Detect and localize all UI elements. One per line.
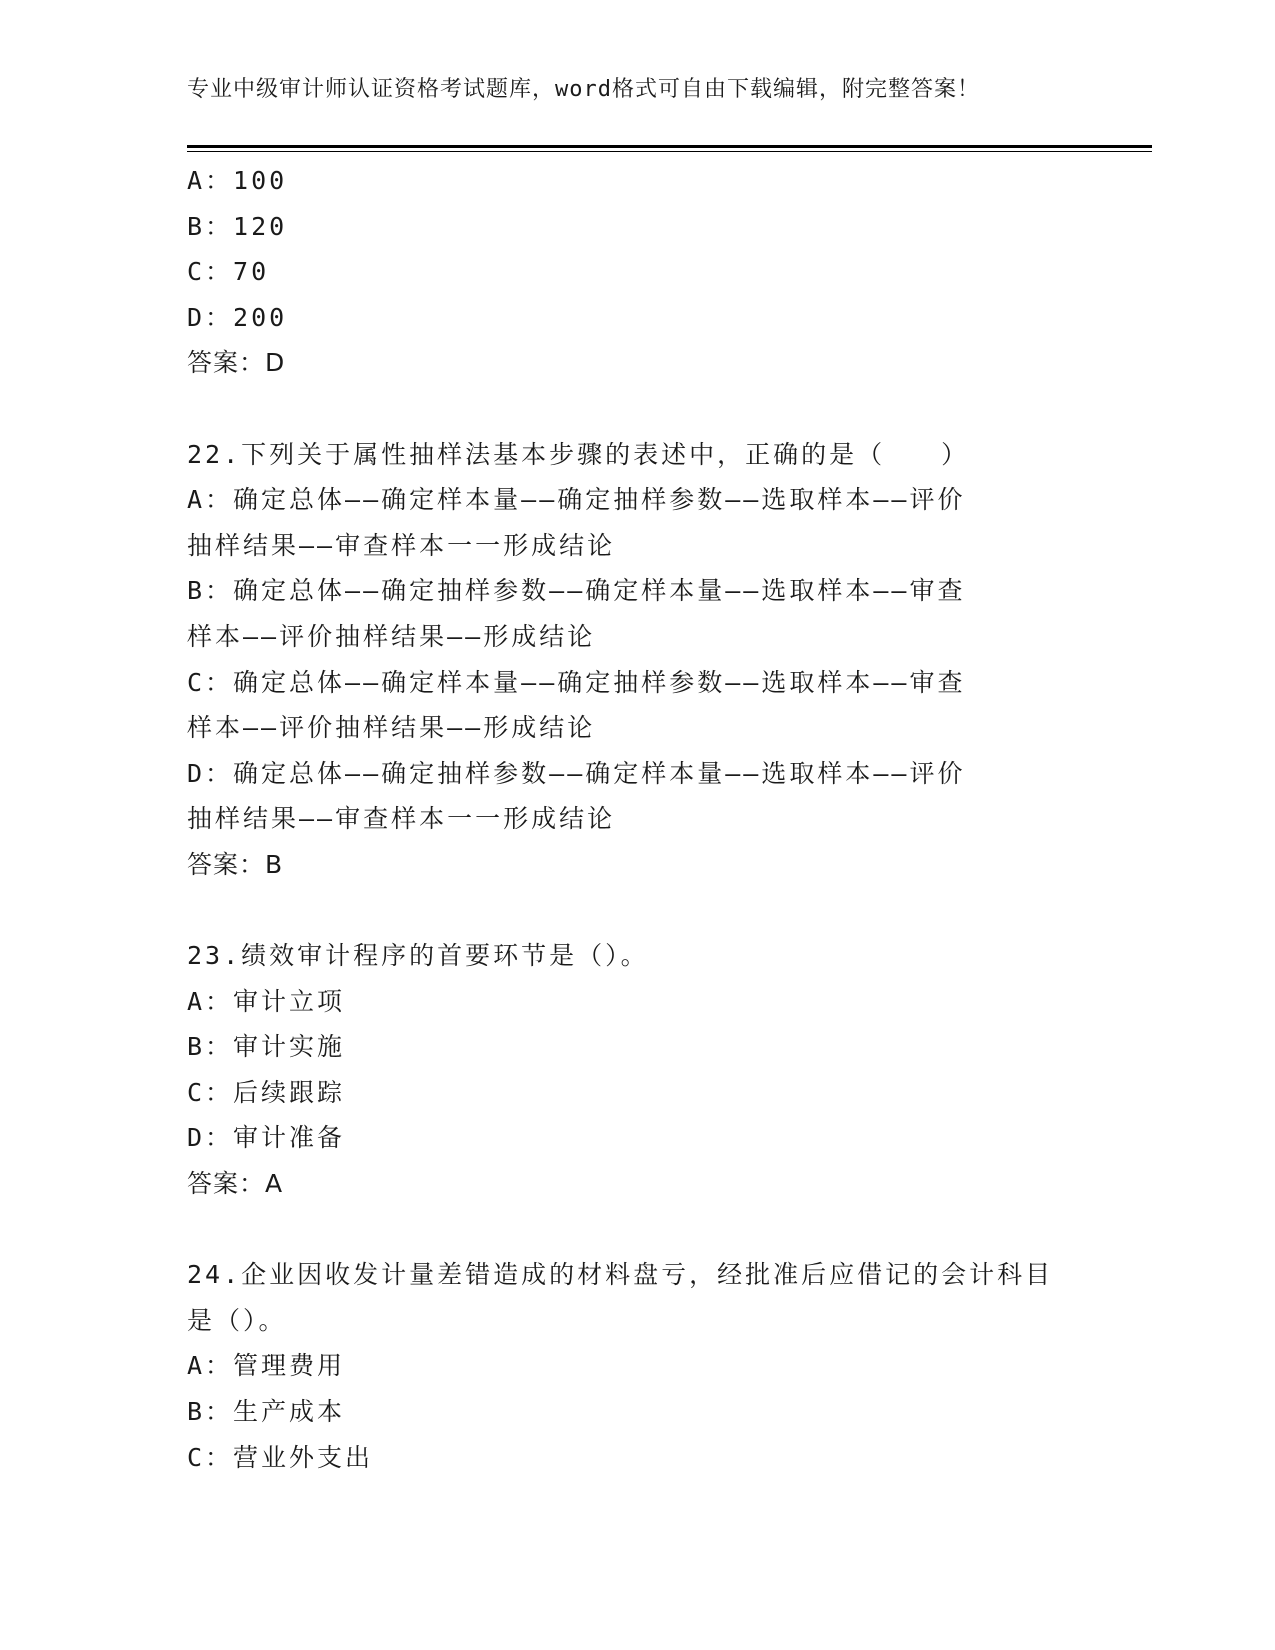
question-stem: 22.下列关于属性抽样法基本步骤的表述中，正确的是（ ） [187, 439, 970, 469]
question-content [187, 158, 1087, 1480]
answer: 答案：B [187, 849, 284, 879]
answer: 答案：A [187, 1169, 284, 1199]
option-a: A：审计立项 [187, 986, 346, 1016]
option-c-continued: 样本——评价抽样结果——形成结论 [187, 713, 596, 743]
option-a-continued: 抽样结果——审查样本一一形成结论 [187, 530, 616, 560]
question-stem: 24.企业因收发计量差错造成的材料盘亏，经批准后应借记的会计科目 [187, 1260, 1054, 1290]
option-d-continued: 抽样结果——审查样本一一形成结论 [187, 804, 616, 834]
spacer [187, 386, 1087, 432]
option-c: C：后续跟踪 [187, 1077, 346, 1107]
option-b-continued: 样本——评价抽样结果——形成结论 [187, 621, 596, 651]
option-a: A：管理费用 [187, 1351, 346, 1381]
header-divider-thin [187, 151, 1152, 152]
question-stem: 23.绩效审计程序的首要环节是（）。 [187, 941, 649, 971]
option-d: D：确定总体——确定抽样参数——确定样本量——选取样本——评价 [187, 758, 966, 788]
spacer [187, 888, 1087, 934]
page-header: 专业中级审计师认证资格考试题库，word格式可自由下载编辑，附完整答案！ [187, 77, 980, 102]
option-d: D：200 [187, 302, 288, 332]
option-c: C：70 [187, 257, 270, 287]
option-b: B：确定总体——确定抽样参数——确定样本量——选取样本——审查 [187, 576, 966, 606]
option-c: C：营业外支出 [187, 1442, 374, 1472]
option-d: D：审计准备 [187, 1123, 346, 1153]
spacer [187, 1207, 1087, 1253]
option-a: A：确定总体——确定样本量——确定抽样参数——选取样本——评价 [187, 485, 966, 515]
option-b: B：生产成本 [187, 1397, 346, 1427]
option-a: A：100 [187, 166, 288, 195]
answer: 答案：D [187, 348, 286, 378]
question-stem-continued: 是（）。 [187, 1305, 287, 1335]
header-divider-thick [187, 145, 1152, 148]
option-b: B：120 [187, 211, 288, 241]
option-c: C：确定总体——确定样本量——确定抽样参数——选取样本——审查 [187, 667, 966, 697]
option-b: B：审计实施 [187, 1032, 346, 1062]
